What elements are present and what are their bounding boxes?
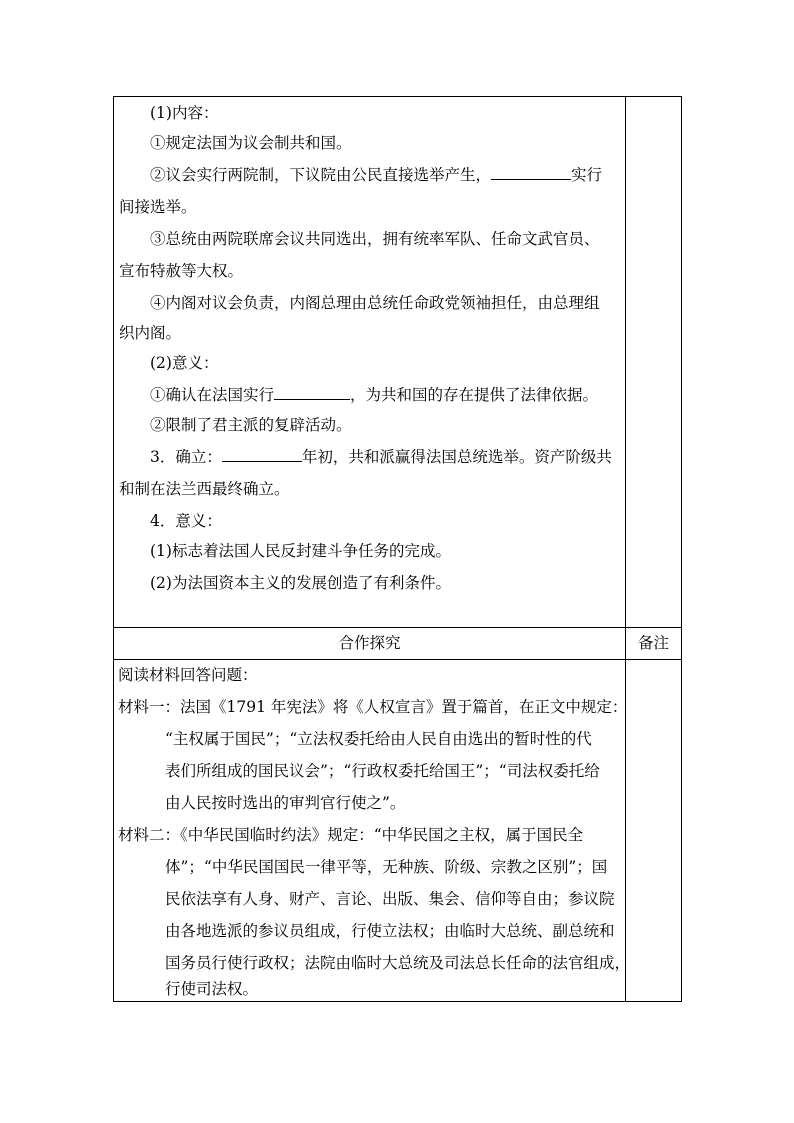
establishment-line1 [150, 447, 612, 467]
significance-1 [150, 385, 598, 405]
material-1-line2: “主权属于国民”；“立法权委托给由人民自由选出的暂时性的代 [165, 730, 592, 748]
establishment-line2: 和制在法兰西最终确立。 [119, 480, 290, 498]
material-2-line4: 由各地选派的参议员组成，行使立法权；由临时大总统、副总统和 [165, 922, 615, 940]
table-left-border [113, 96, 114, 1002]
point-4-line1: ④内阁对议会负责，内阁总理由总统任命政党领袖担任，由总理组 [150, 294, 600, 312]
table-top-border [113, 96, 682, 97]
table-right-border [681, 96, 682, 1002]
subheading-content: (1)内容： [150, 104, 219, 122]
point-2-text: ②议会实行两院制，下议院由公民直接选举产生， [150, 166, 492, 184]
header-row-top-border [113, 627, 682, 628]
point-2-line2: 间接选举。 [119, 198, 197, 216]
header-notes: 备注 [637, 634, 669, 652]
material-2-line5: 国务员行使行政权；法院由临时大总统及司法总长任命的法官组成， [165, 954, 631, 972]
fill-blank-3[interactable] [222, 447, 302, 462]
establishment-label: 3．确立： [150, 448, 222, 466]
significance-1-text-end: ，为共和国的存在提供了法律依据。 [350, 386, 599, 404]
material-2-line2: 体”；“中华民国国民一律平等，无种族、阶级、宗教之区别”；国 [165, 858, 608, 876]
significance-heading: 4．意义： [150, 512, 222, 530]
significance-1-text: ①确认在法国实行 [150, 386, 275, 404]
establishment-text: 年初，共和派赢得法国总统选举。资产阶级共 [301, 448, 612, 466]
point-3-line1: ③总统由两院联席会议共同选出，拥有统率军队、任命文武官员、 [150, 230, 600, 248]
table-bottom-border [113, 1001, 682, 1002]
point-2-text-end: 实行 [571, 166, 603, 184]
header-cooperative-inquiry: 合作探究 [338, 634, 401, 652]
material-2-line3: 民依法享有人身、财产、言论、出版、集会、信仰等自由；参议院 [165, 890, 615, 908]
material-2-line6: 行使司法权。 [165, 980, 259, 998]
significance-item-2: (2)为法国资本主义的发展创造了有利条件。 [150, 574, 451, 592]
header-row-bottom-border [113, 659, 682, 660]
point-3-line2: 宣布特赦等大权。 [119, 262, 244, 280]
subheading-significance: (2)意义： [150, 354, 219, 372]
table-column-divider [625, 96, 626, 1002]
material-1-line3: 表们所组成的国民议会”；“行政权委托给国王”；“司法权委托给 [165, 762, 600, 780]
material-1-line1: 材料一：法国《1791 年宪法》将《人权宣言》置于篇首，在正文中规定： [118, 698, 628, 716]
material-1-line4: 由人民按时选出的审判官行使之”。 [165, 794, 406, 812]
fill-blank-2[interactable] [274, 385, 350, 400]
material-2-line1: 材料二：《中华民国临时约法》规定：“中华民国之主权，属于国民全 [118, 826, 584, 844]
significance-item-1: (1)标志着法国人民反封建斗争任务的完成。 [150, 542, 451, 560]
fill-blank-1[interactable] [491, 165, 571, 180]
materials-intro: 阅读材料回答问题： [118, 666, 258, 684]
point-1: ①规定法国为议会制共和国。 [150, 134, 352, 152]
point-4-line2: 织内阁。 [119, 324, 182, 342]
significance-2: ②限制了君主派的复辟活动。 [150, 416, 352, 434]
point-2-line1 [150, 165, 602, 185]
